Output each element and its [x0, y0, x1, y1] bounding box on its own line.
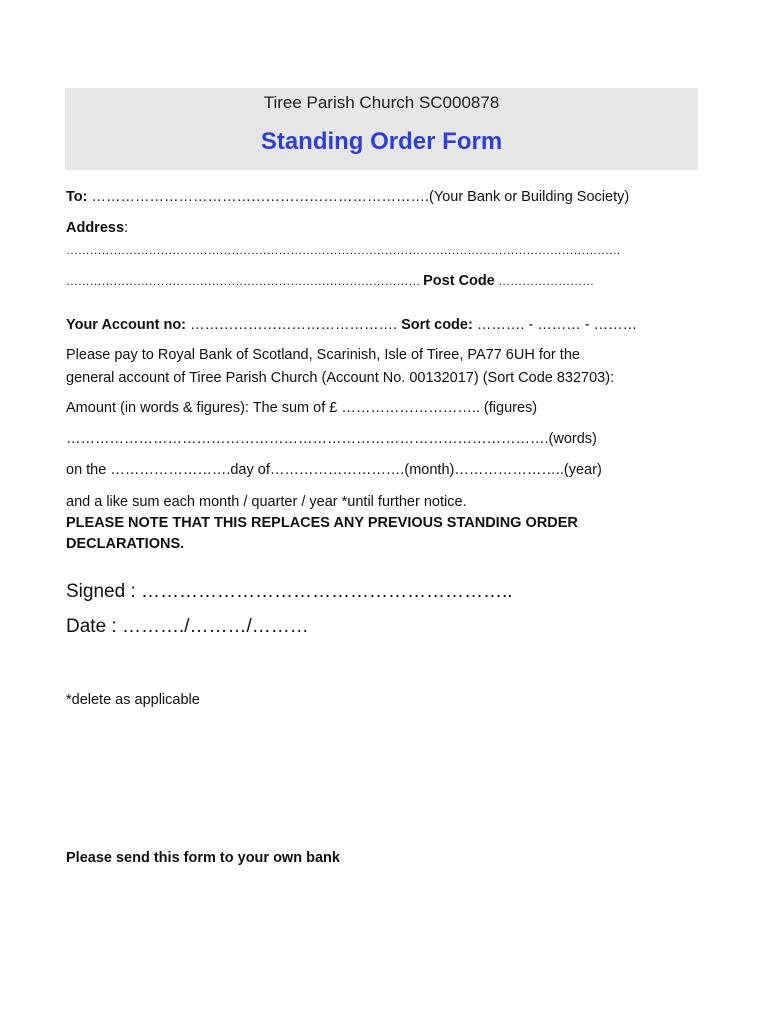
- to-label: To:: [66, 189, 88, 205]
- start-date-row[interactable]: on the …………………….day of……………………….(month)…………………..(year): [66, 462, 602, 478]
- replacement-notice-line-1: PLEASE NOTE THAT THIS REPLACES ANY PREVIOUS STANDING ORDER: [66, 515, 578, 531]
- account-label: Your Account no:: [66, 317, 187, 333]
- instruction-line-2: general account of Tiree Parish Church (Account No. 00132017) (Sort Code 832703):: [66, 370, 615, 386]
- amount-figures-row[interactable]: Amount (in words & figures): The sum of £ ……………………….. (figures): [66, 400, 538, 416]
- to-field-row[interactable]: [66, 188, 629, 206]
- sortcode-label: Sort code:: [401, 317, 473, 333]
- frequency-notice: and a like sum each month / quarter / year *until further notice.: [66, 494, 467, 510]
- signature-field[interactable]: Signed : …………………………………………………..: [66, 581, 513, 602]
- address-label: Address: [66, 220, 125, 236]
- date-field[interactable]: Date : ………./………/………: [66, 616, 309, 637]
- amount-words-row[interactable]: ……………………………………………………………………………………….(words): [66, 431, 597, 447]
- footnote: *delete as applicable: [66, 692, 200, 708]
- address-colon: :: [124, 220, 129, 236]
- send-instruction: Please send this form to your own bank: [66, 850, 340, 866]
- to-blank[interactable]: …………………………………………………………….: [87, 189, 430, 205]
- address-postcode-row[interactable]: [66, 272, 594, 290]
- address-line-2[interactable]: ………………………………………………………………………………: [66, 274, 424, 288]
- postcode-blank[interactable]: ……………………: [494, 274, 595, 288]
- postcode-label: Post Code: [423, 273, 495, 289]
- account-row[interactable]: [66, 316, 637, 334]
- replacement-notice-line-2: DECLARATIONS.: [66, 536, 185, 552]
- organisation-name: Tiree Parish Church SC000878: [263, 93, 500, 112]
- address-label-row: [66, 219, 128, 237]
- page-title: Standing Order Form: [260, 128, 503, 155]
- instruction-line-1: Please pay to Royal Bank of Scotland, Scarinish, Isle of Tiree, PA77 6UH for the: [66, 347, 580, 363]
- address-line-1[interactable]: ……………………………………………………………………………………………………………………………: [66, 243, 621, 257]
- form-header: [65, 88, 698, 170]
- sortcode-blank[interactable]: ………. - ……… - ………: [472, 317, 638, 333]
- account-blank[interactable]: …………………………………….: [186, 317, 402, 333]
- to-hint: (Your Bank or Building Society): [429, 189, 630, 205]
